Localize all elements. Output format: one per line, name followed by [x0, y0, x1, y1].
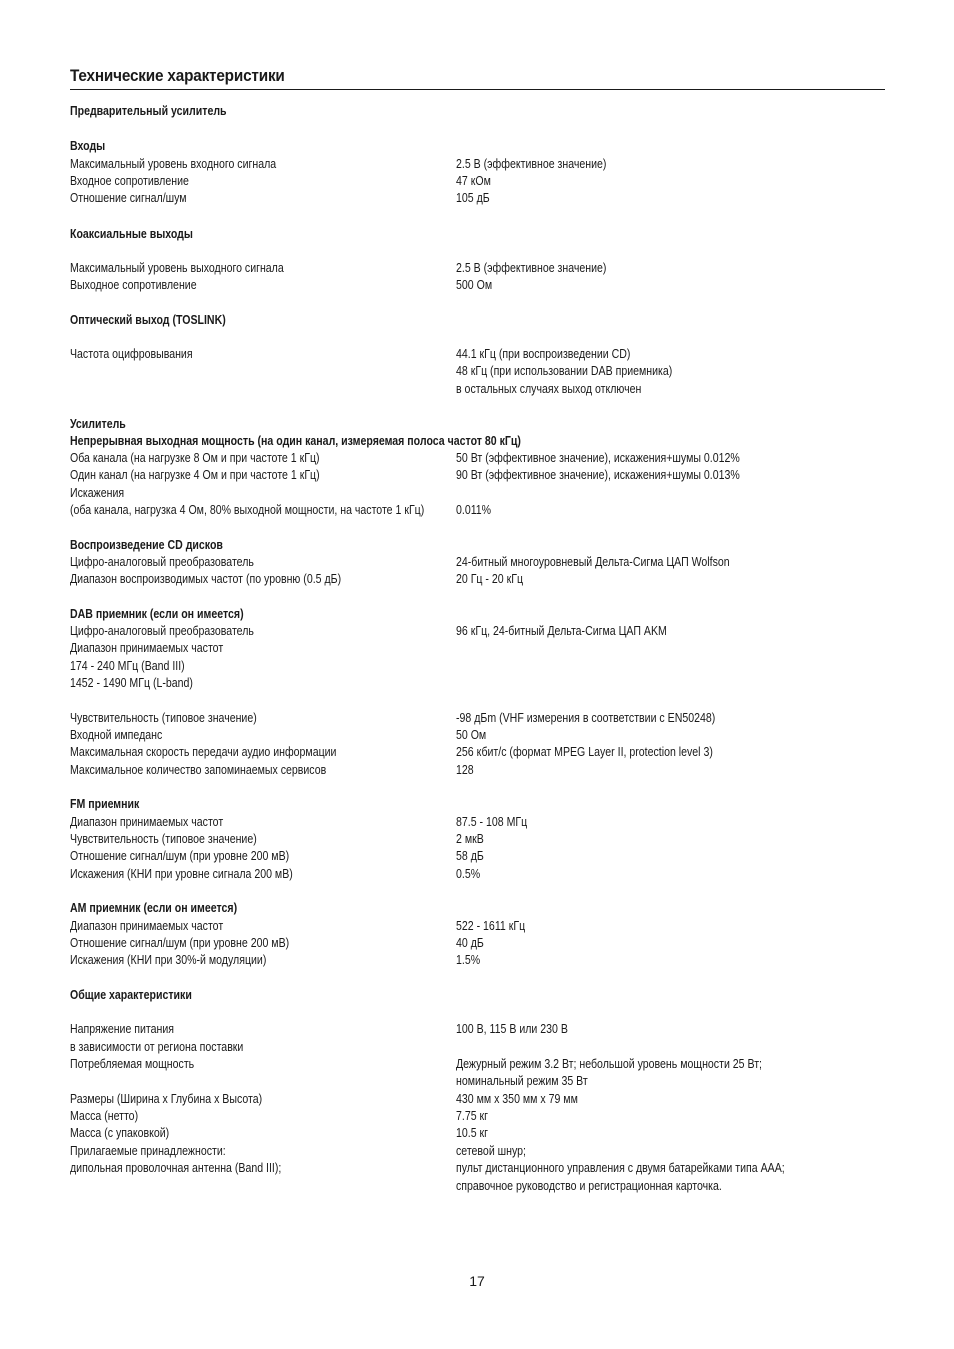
spec-value: 100 В, 115 В или 230 В: [456, 1022, 568, 1036]
spec-row: [0, 277, 954, 294]
section-heading: Оптический выход (TOSLINK): [70, 313, 226, 327]
spec-value: 2 мкВ: [456, 832, 484, 846]
spec-row: [0, 744, 954, 761]
spec-label: Максимальный уровень входного сигнала: [70, 157, 277, 171]
section-heading-row: [0, 103, 954, 120]
spec-label: Максимальная скорость передачи аудио информации: [70, 745, 337, 759]
section-heading: Предварительный усилитель: [70, 104, 227, 118]
spec-value: 105 дБ: [456, 191, 490, 205]
spec-row: [0, 935, 954, 952]
title-divider: [70, 89, 885, 90]
spec-label: Максимальное количество запоминаемых сервисов: [70, 763, 327, 777]
section-heading: DAB приемник (если он имеется): [70, 607, 244, 621]
spec-row: [0, 485, 954, 502]
spec-value: 96 кГц, 24-битный Дельта-Сигма ЦАП AKM: [456, 624, 667, 638]
section-heading-row: [0, 796, 954, 813]
section-heading: Усилитель: [70, 417, 126, 431]
section-heading-row: [0, 987, 954, 1004]
spec-value: 24-битный многоуровневый Дельта-Сигма ЦАП Wolfson: [456, 555, 730, 569]
spec-label: Чувствительность (типовое значение): [70, 832, 257, 846]
spec-value: 0.5%: [456, 867, 481, 881]
section-heading: FM приемник: [70, 797, 140, 811]
spec-value: сетевой шнур;: [456, 1144, 526, 1158]
spec-value: 1.5%: [456, 953, 481, 967]
spec-row: [0, 710, 954, 727]
spec-label: Один канал (на нагрузке 4 Ом и при частоте 1 кГц): [70, 468, 320, 482]
spec-row: [0, 1091, 954, 1108]
spec-label: Диапазон принимаемых частот: [70, 815, 224, 829]
spec-label: Выходное сопротивление: [70, 278, 197, 292]
spec-label: Чувствительность (типовое значение): [70, 711, 257, 725]
spec-value: номинальный режим 35 Вт: [456, 1074, 588, 1088]
spec-label: Входное сопротивление: [70, 174, 189, 188]
spec-row: [0, 381, 954, 398]
spec-value: 10.5 кг: [456, 1126, 489, 1140]
spec-label: Напряжение питания: [70, 1022, 175, 1036]
spec-value: 44.1 кГц (при воспроизведении CD): [456, 347, 631, 361]
spec-label: Диапазон воспроизводимых частот (по уровню (0.5 дБ): [70, 572, 342, 586]
spec-value: 2.5 В (эффективное значение): [456, 157, 607, 171]
spec-label: Масса (нетто): [70, 1109, 139, 1123]
spec-label: Частота оцифровывания: [70, 347, 193, 361]
spec-value: 50 Ом: [456, 728, 487, 742]
spec-label: Искажения (КНИ при уровне сигнала 200 мВ): [70, 867, 293, 881]
section-heading-row: [0, 312, 954, 329]
spec-value: 90 Вт (эффективное значение), искажения+шумы 0.013%: [456, 468, 740, 482]
spec-row: [0, 762, 954, 779]
section-heading-row: [0, 900, 954, 917]
section-heading-row: [0, 138, 954, 155]
spec-value: 20 Гц - 20 кГц: [456, 572, 524, 586]
spec-row: [0, 1021, 954, 1038]
section-heading: AM приемник (если он имеется): [70, 901, 238, 915]
spec-value: 58 дБ: [456, 849, 484, 863]
section-heading: Общие характеристики: [70, 988, 192, 1002]
spec-row: [0, 156, 954, 173]
section-heading: Коаксиальные выходы: [70, 227, 193, 241]
spec-value: 7.75 кг: [456, 1109, 489, 1123]
spec-label: Оба канала (на нагрузке 8 Ом и при частоте 1 кГц): [70, 451, 320, 465]
page-title: Технические характеристики: [70, 66, 285, 85]
spec-value: 500 Ом: [456, 278, 493, 292]
spec-value: 40 дБ: [456, 936, 484, 950]
spec-label: Отношение сигнал/шум: [70, 191, 187, 205]
spec-row: [0, 1125, 954, 1142]
spec-row: [0, 346, 954, 363]
spec-row: [0, 1108, 954, 1125]
section-heading-row: [0, 537, 954, 554]
spec-row: [0, 814, 954, 831]
spec-row: [0, 1178, 954, 1195]
spec-row: [0, 640, 954, 657]
spec-value: 50 Вт (эффективное значение), искажения+шумы 0.012%: [456, 451, 740, 465]
spec-value: 128: [456, 763, 474, 777]
spec-value: 256 кбит/с (формат MPEG Layer II, protection level 3): [456, 745, 713, 759]
spec-value: 430 мм x 350 мм x 79 мм: [456, 1092, 578, 1106]
spec-row: [0, 727, 954, 744]
spec-label: Максимальный уровень выходного сигнала: [70, 261, 284, 275]
spec-row: [0, 173, 954, 190]
spec-row: [0, 190, 954, 207]
spec-label: Цифро-аналоговый преобразователь: [70, 555, 254, 569]
spec-label: Отношение сигнал/шум (при уровне 200 мВ): [70, 936, 290, 950]
spec-row: [0, 623, 954, 640]
spec-value: в остальных случаях выход отключен: [456, 382, 642, 396]
spec-row: [0, 918, 954, 935]
spec-value: 2.5 В (эффективное значение): [456, 261, 607, 275]
spec-row: [0, 571, 954, 588]
spec-value: -98 дБm (VHF измерения в соответствии с EN50248): [456, 711, 716, 725]
spec-label: Диапазон принимаемых частот: [70, 641, 224, 655]
spec-label: Цифро-аналоговый преобразователь: [70, 624, 254, 638]
section-heading-row: [0, 606, 954, 623]
spec-row: [0, 952, 954, 969]
spec-label: Прилагаемые принадлежности:: [70, 1144, 226, 1158]
spec-row: [0, 1160, 954, 1177]
spec-label: (оба канала, нагрузка 4 Ом, 80% выходной мощности, на частоте 1 кГц): [70, 503, 425, 517]
spec-value: 87.5 - 108 МГц: [456, 815, 528, 829]
spec-label: Размеры (Ширина x Глубина x Высота): [70, 1092, 263, 1106]
spec-value: 522 - 1611 кГц: [456, 919, 526, 933]
spec-row: [0, 260, 954, 277]
spec-label: 174 - 240 МГц (Band III): [70, 659, 185, 673]
spec-label: в зависимости от региона поставки: [70, 1040, 244, 1054]
spec-label: дипольная проволочная антенна (Band III);: [70, 1161, 282, 1175]
spec-value: справочное руководство и регистрационная карточка.: [456, 1179, 722, 1193]
spec-row: [0, 1143, 954, 1160]
section-heading: Воспроизведение CD дисков: [70, 538, 223, 552]
spec-value: Дежурный режим 3.2 Вт; небольшой уровень мощности 25 Вт;: [456, 1057, 762, 1071]
spec-row: [0, 554, 954, 571]
spec-row: [0, 675, 954, 692]
spec-row: [0, 866, 954, 883]
spec-row: [0, 1073, 954, 1090]
spec-label: Отношение сигнал/шум (при уровне 200 мВ): [70, 849, 290, 863]
section-heading: Входы: [70, 139, 106, 153]
section-heading-row: [0, 226, 954, 243]
spec-row: [0, 1056, 954, 1073]
spec-value: 47 кОм: [456, 174, 491, 188]
spec-label: Диапазон принимаемых частот: [70, 919, 224, 933]
section-heading-row: [0, 433, 954, 450]
spec-label: Искажения: [70, 486, 125, 500]
spec-row: [0, 658, 954, 675]
page-number: 17: [469, 1273, 485, 1289]
spec-row: [0, 1039, 954, 1056]
section-heading: Непрерывная выходная мощность (на один канал, измеряемая полоса частот 80 кГц): [70, 434, 521, 448]
spec-row: [0, 848, 954, 865]
spec-value: пульт дистанционного управления с двумя батарейками типа AAA;: [456, 1161, 785, 1175]
section-heading-row: [0, 416, 954, 433]
spec-label: Входной импеданс: [70, 728, 163, 742]
spec-row: [0, 450, 954, 467]
spec-label: Потребляемая мощность: [70, 1057, 195, 1071]
spec-row: [0, 831, 954, 848]
spec-value: 0.011%: [456, 503, 492, 517]
spec-row: [0, 467, 954, 484]
spec-value: 48 кГц (при использовании DAB приемника): [456, 364, 673, 378]
spec-row: [0, 502, 954, 519]
spec-row: [0, 363, 954, 380]
spec-label: Искажения (КНИ при 30%-й модуляции): [70, 953, 267, 967]
spec-label: Масса (с упаковкой): [70, 1126, 170, 1140]
spec-label: 1452 - 1490 МГц (L-band): [70, 676, 193, 690]
